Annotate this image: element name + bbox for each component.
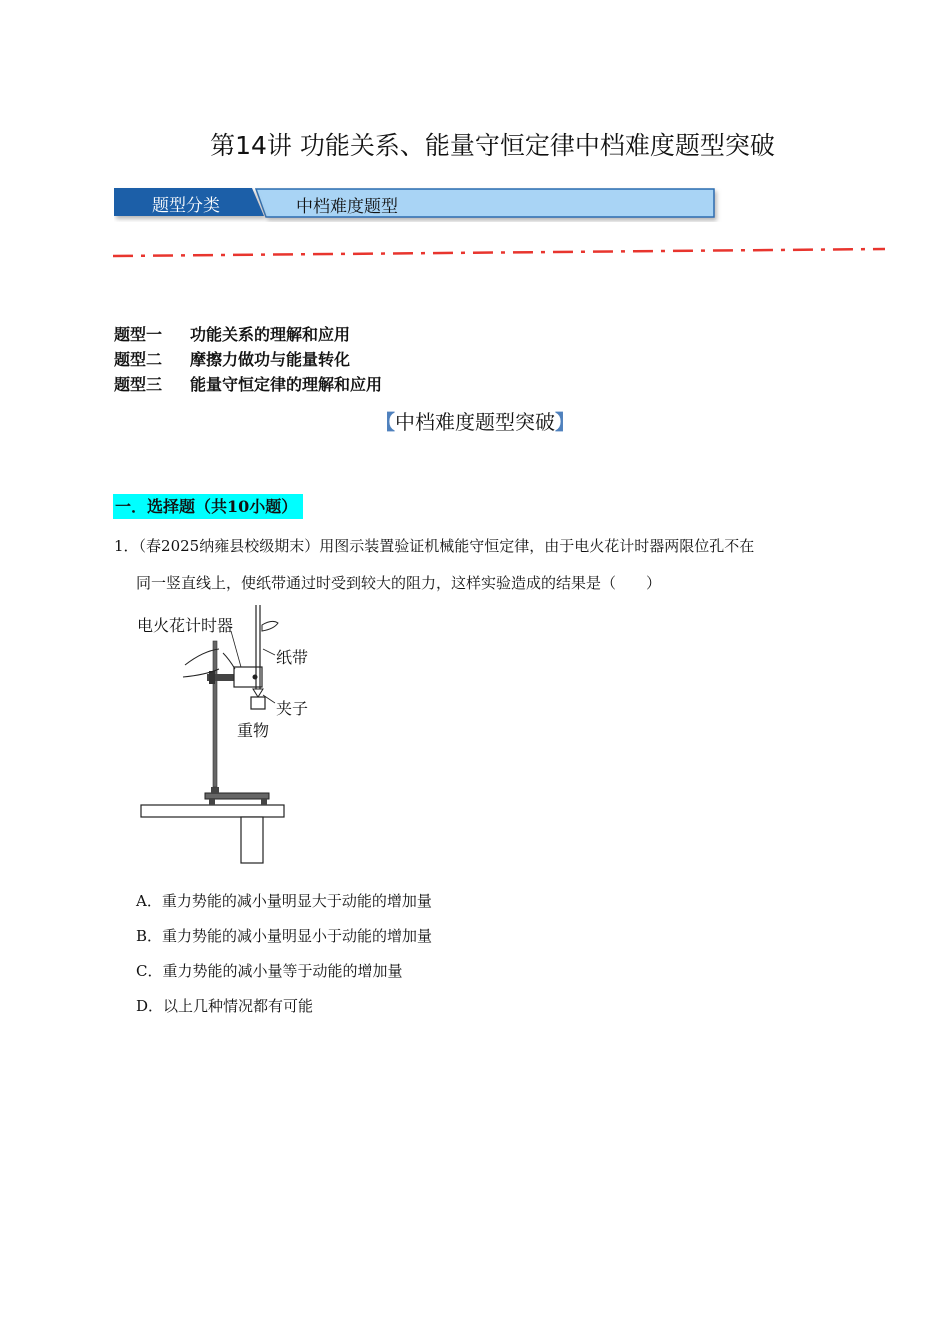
label-timer: 电火花计时器 — [137, 616, 234, 635]
option-text: 重力势能的减小量明显小于动能的增加量 — [162, 927, 433, 945]
question-line-1 — [114, 535, 754, 556]
topic-list — [114, 322, 382, 397]
label-weight: 重物 — [237, 721, 270, 740]
topic-text: 摩擦力做功与能量转化 — [190, 350, 351, 369]
question-stem-2: 同一竖直线上，使纸带通过时受到较大的阻力，这样实验造成的结果是（ ） — [136, 574, 662, 592]
topic-key: 题型三 — [114, 375, 163, 394]
topic-key: 题型二 — [114, 350, 163, 369]
part-heading: 一．选择题（共10小题） — [113, 494, 303, 519]
option-text: 重力势能的减小量明显大于动能的增加量 — [161, 892, 432, 910]
decorative-dash-divider — [113, 240, 888, 260]
question-stem-1: （春2025纳雍县校级期末）用图示装置验证机械能守恒定律，由于电火花计时器两限位孔不在 — [138, 537, 755, 555]
label-tape: 纸带 — [276, 648, 309, 667]
topic-text: 能量守恒定律的理解和应用 — [190, 375, 383, 394]
section-heading-text: 中档难度题型突破 — [395, 410, 555, 434]
option-letter: B． — [136, 927, 163, 945]
option-d — [136, 995, 313, 1016]
option-c — [136, 960, 403, 981]
option-text: 以上几种情况都有可能 — [163, 997, 314, 1015]
category-banner — [114, 186, 724, 222]
bracket-open: 【 — [375, 410, 395, 434]
option-letter: D． — [136, 997, 164, 1015]
section-heading — [0, 406, 950, 435]
topic-item — [114, 322, 382, 347]
bracket-close: 】 — [555, 410, 575, 434]
option-a — [136, 890, 432, 911]
topic-key: 题型一 — [114, 325, 163, 344]
topic-item — [114, 347, 382, 372]
option-letter: A． — [136, 892, 162, 910]
topic-text: 功能关系的理解和应用 — [190, 325, 351, 344]
banner-difficulty-label: 中档难度题型 — [296, 197, 398, 217]
topic-item — [114, 372, 382, 397]
label-clip: 夹子 — [276, 699, 309, 718]
option-text: 重力势能的减小量等于动能的增加量 — [162, 962, 403, 980]
option-b — [136, 925, 432, 946]
option-letter: C． — [136, 962, 163, 980]
banner-category-label: 题型分类 — [152, 196, 220, 216]
document-title: 第14讲 功能关系、能量守恒定律中档难度题型突破 — [210, 131, 775, 160]
question-number: 1． — [114, 537, 139, 555]
experiment-figure — [135, 603, 345, 865]
